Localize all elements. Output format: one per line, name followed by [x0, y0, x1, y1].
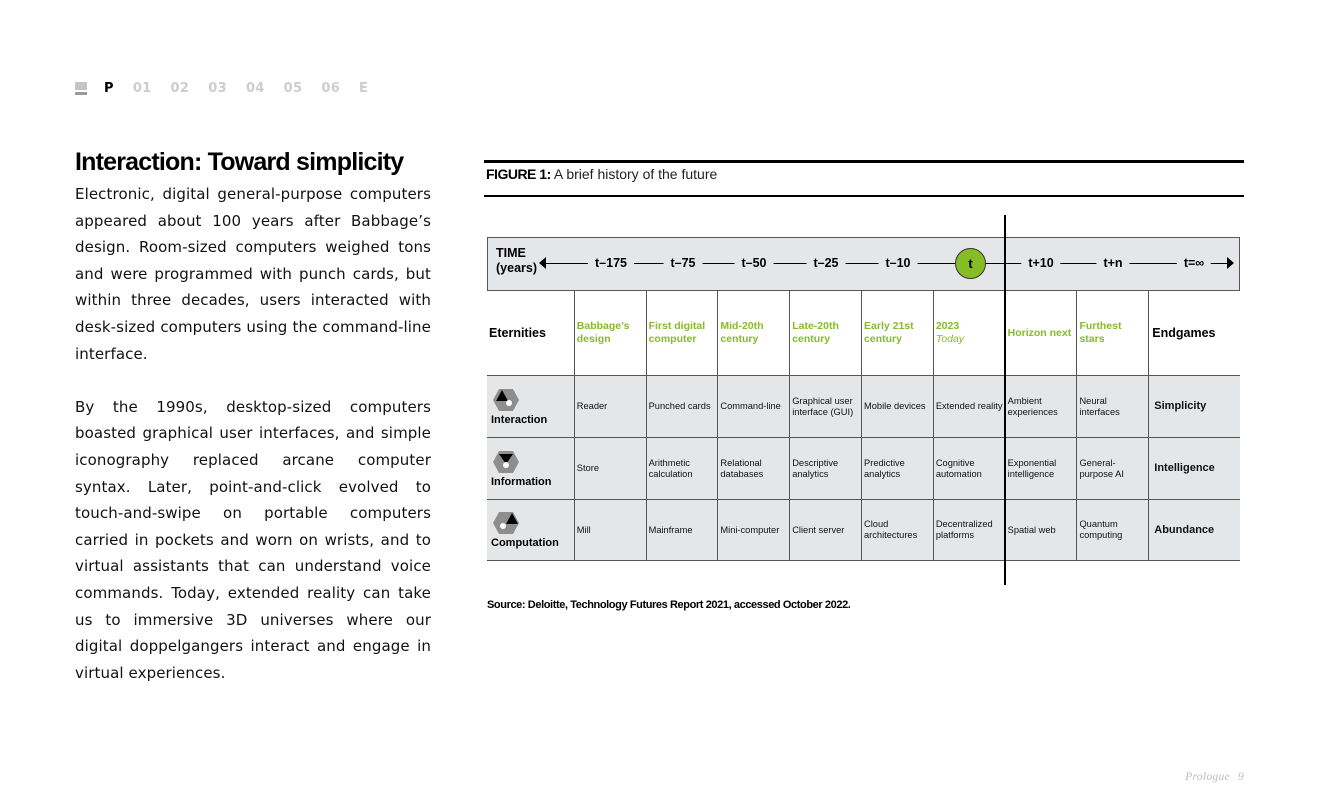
table-cell: Command-line: [717, 376, 789, 437]
table-cell: Exponential intelligence: [1005, 438, 1077, 499]
table-cell: Ambient experiences: [1005, 376, 1077, 437]
timeline-tick: t–75: [663, 253, 702, 273]
table-cell: Client server: [789, 500, 861, 560]
nav-link-03[interactable]: 03: [208, 80, 227, 96]
endgame-cell: Simplicity: [1148, 376, 1240, 437]
table-cell: Predictive analytics: [861, 438, 933, 499]
arrow-right-icon: [1227, 257, 1234, 269]
table-cell: Spatial web: [1005, 500, 1077, 560]
page-number: 9: [1237, 771, 1244, 783]
table-cell: Neural interfaces: [1076, 376, 1148, 437]
endgame-cell: Intelligence: [1148, 438, 1240, 499]
page-title: Interaction: Toward simplicity: [75, 148, 404, 176]
table-cell: Descriptive analytics: [789, 438, 861, 499]
table-cell: Quantum computing: [1076, 500, 1148, 560]
table-cell: Cognitive automation: [933, 438, 1005, 499]
row-label: Interaction: [491, 413, 548, 426]
column-header: Endgames: [1148, 291, 1240, 375]
table-cell: Punched cards: [646, 376, 718, 437]
arrow-left-icon: [539, 257, 546, 269]
table-cell: Mini-computer: [717, 500, 789, 560]
timeline-tick: t–25: [806, 253, 845, 273]
timeline-tick: t–175: [588, 253, 634, 273]
column-header: Late-20th century: [789, 291, 861, 375]
table-cell: Mobile devices: [861, 376, 933, 437]
computation-hexagon-icon: [492, 511, 520, 535]
table-cell: Mill: [574, 500, 646, 560]
row-header: [487, 376, 574, 437]
footer-section: Prologue: [1185, 771, 1230, 783]
table-row-information: [487, 437, 1240, 499]
nav-link-02[interactable]: 02: [170, 80, 190, 96]
table-cell: Mainframe: [646, 500, 718, 560]
timeline-tick: t–50: [734, 253, 773, 273]
nav-link-06[interactable]: 06: [321, 80, 341, 96]
time-axis-label: [496, 246, 537, 276]
column-header-today: [933, 291, 1005, 375]
row-label: Computation: [491, 537, 559, 549]
timeline-tick: t–10: [878, 253, 917, 273]
timeline-axis: [487, 237, 1240, 291]
page-footer: [1185, 771, 1244, 783]
menu-icon[interactable]: [75, 82, 87, 95]
column-subheader: Today: [935, 333, 965, 345]
timeline-tick: t=∞: [1177, 253, 1211, 273]
column-header: 2023: [935, 320, 960, 332]
table-cell: Reader: [574, 376, 646, 437]
column-header: Horizon next: [1005, 291, 1077, 375]
time-axis-label-line1: TIME: [496, 246, 526, 260]
figure-title: A brief history of the future: [553, 166, 718, 182]
column-header: Babbage’s design: [574, 291, 646, 375]
timeline-tick: t+10: [1021, 253, 1060, 273]
figure-top-rule: [484, 160, 1244, 163]
article-body: [75, 181, 431, 686]
information-hexagon-icon: [492, 450, 520, 474]
table-cell: Graphical user interface (GUI): [789, 376, 861, 437]
row-label: Information: [491, 475, 552, 488]
table-cell: Store: [574, 438, 646, 499]
table-header-row: [487, 291, 1240, 375]
table-row-interaction: [487, 375, 1240, 437]
column-header: Furthest stars: [1076, 291, 1148, 375]
section-nav: [75, 80, 387, 96]
column-header: First digital computer: [646, 291, 718, 375]
timeline-tick: t+n: [1096, 253, 1129, 273]
figure-bottom-rule: [484, 195, 1244, 197]
interaction-hexagon-icon: [492, 388, 520, 412]
time-axis-label-line2: (years): [496, 261, 537, 275]
nav-link-epilogue[interactable]: E: [359, 80, 369, 96]
nav-link-04[interactable]: 04: [245, 80, 265, 96]
figure-label: FIGURE 1:: [486, 166, 551, 182]
present-marker: t: [955, 248, 986, 279]
article-paragraph: By the 1990s, desktop-sized computers boasted graphical user interfaces, and simple iconography replaced arcane computer syntax. Later, point-and-click evolved to touch-and-swipe on portable computers carried in pockets and worn on wrists, and to virtual assistants that can understand voice commands. Today, extended reality can take us to immersive 3D universes where our digital doppelgangers interact and engage in virtual experiences.: [75, 397, 431, 682]
column-header: Mid-20th century: [717, 291, 789, 375]
row-header: [487, 500, 574, 560]
nav-link-prologue[interactable]: P: [104, 80, 114, 96]
table-row-computation: [487, 499, 1240, 561]
article-paragraph: Electronic, digital general-purpose computers appeared about 100 years after Babbage’s design. Room-sized computers weighed tons and were programmed with punch cards, but within three decades, users interacted with desk-sized computers using the command-line interface.: [75, 185, 431, 363]
table-cell: Relational databases: [717, 438, 789, 499]
table-cell: Arithmetic calculation: [646, 438, 718, 499]
nav-link-01[interactable]: 01: [132, 80, 152, 96]
row-header: [487, 438, 574, 499]
table-cell: General-purpose AI: [1076, 438, 1148, 499]
figure-caption: [486, 166, 717, 182]
column-header: Eternities: [489, 325, 546, 340]
table-cell: Cloud architectures: [861, 500, 933, 560]
endgame-cell: Abundance: [1148, 500, 1240, 560]
column-header: Early 21st century: [861, 291, 933, 375]
history-table: [487, 291, 1240, 561]
nav-link-05[interactable]: 05: [283, 80, 303, 96]
figure-source: Source: Deloitte, Technology Futures Report 2021, accessed October 2022.: [487, 599, 851, 611]
present-divider-line: [1004, 215, 1006, 585]
table-cell: Decentralized platforms: [933, 500, 1005, 560]
table-cell: Extended reality: [933, 376, 1005, 437]
